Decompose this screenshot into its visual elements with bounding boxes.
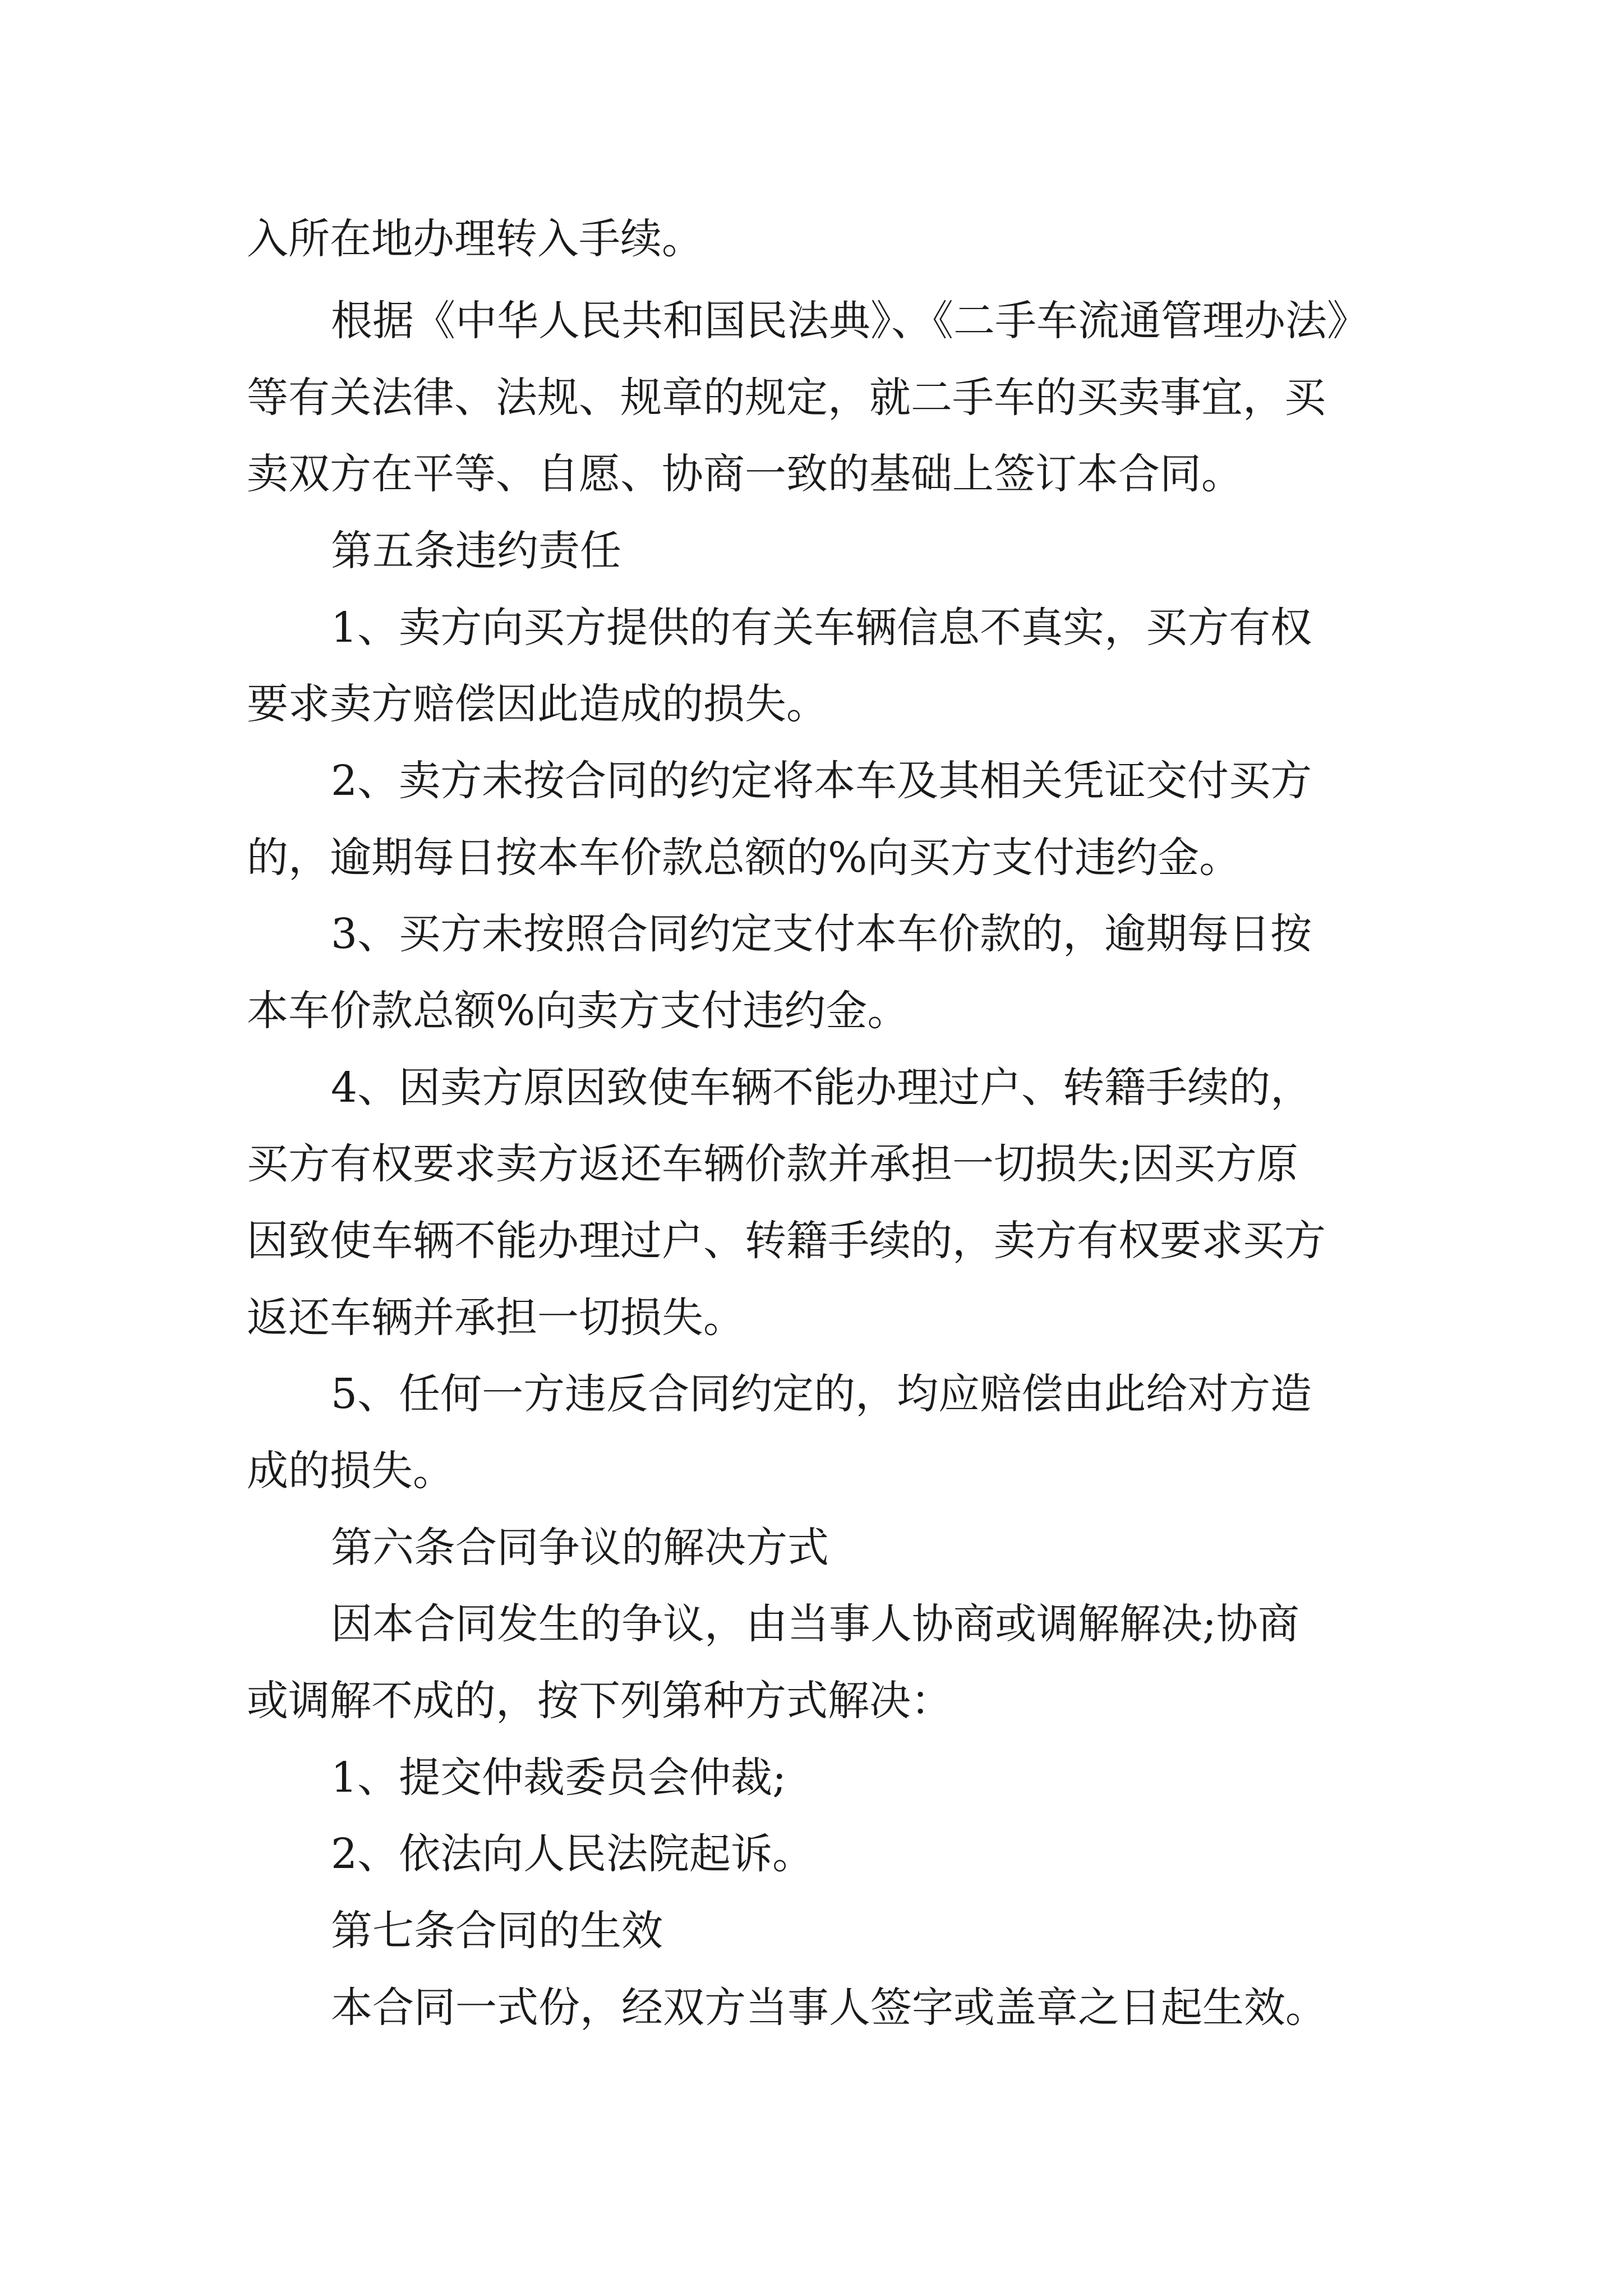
text-line: 卖双方在平等、自愿、协商一致的基础上签订本合同。: [247, 450, 1243, 498]
text-line: 4、因卖方原因致使车辆不能办理过户、转籍手续的，: [331, 1064, 1312, 1112]
text-line: 返还车辆并承担一切损失。: [247, 1294, 745, 1342]
text-line: 2、卖方未按合同的约定将本车及其相关凭证交付买方: [331, 757, 1312, 805]
text-line: 成的损失。: [247, 1447, 454, 1495]
text-line: 本车价款总额%向卖方支付违约金。: [247, 987, 909, 1035]
text-line: 5、任何一方违反合同约定的，均应赔偿由此给对方造: [331, 1370, 1312, 1418]
text-line: 因致使车辆不能办理过户、转籍手续的，卖方有权要求买方: [247, 1217, 1326, 1265]
section-heading: 第五条违约责任: [331, 527, 621, 575]
text-line: 因本合同发生的争议，由当事人协商或调解解决;协商: [331, 1600, 1299, 1648]
section-heading: 第六条合同争议的解决方式: [331, 1524, 829, 1572]
text-line: 1、卖方向买方提供的有关车辆信息不真实，买方有权: [331, 604, 1312, 652]
text-line: 本合同一式份，经双方当事人签字或盖章之日起生效。: [331, 1984, 1327, 2032]
text-line: 的，逾期每日按本车价款总额的%向买方支付违约金。: [247, 834, 1241, 882]
text-line: 根据《中华人民共和国民法典》、《二手车流通管理办法》: [331, 297, 1368, 345]
section-heading: 第七条合同的生效: [331, 1907, 663, 1955]
list-item: 1、提交仲裁委员会仲裁;: [331, 1754, 787, 1802]
text-line: 入所在地办理转入手续。: [247, 215, 703, 263]
text-line: 或调解不成的，按下列第种方式解决：: [247, 1677, 952, 1725]
text-line: 3、买方未按照合同约定支付本车价款的，逾期每日按: [331, 910, 1312, 958]
text-line: 等有关法律、法规、规章的规定，就二手车的买卖事宜，买: [247, 374, 1326, 422]
list-item: 2、依法向人民法院起诉。: [331, 1830, 814, 1878]
text-line: 要求卖方赔偿因此造成的损失。: [247, 680, 828, 728]
text-line: 买方有权要求卖方返还车辆价款并承担一切损失;因买方原: [247, 1140, 1298, 1188]
